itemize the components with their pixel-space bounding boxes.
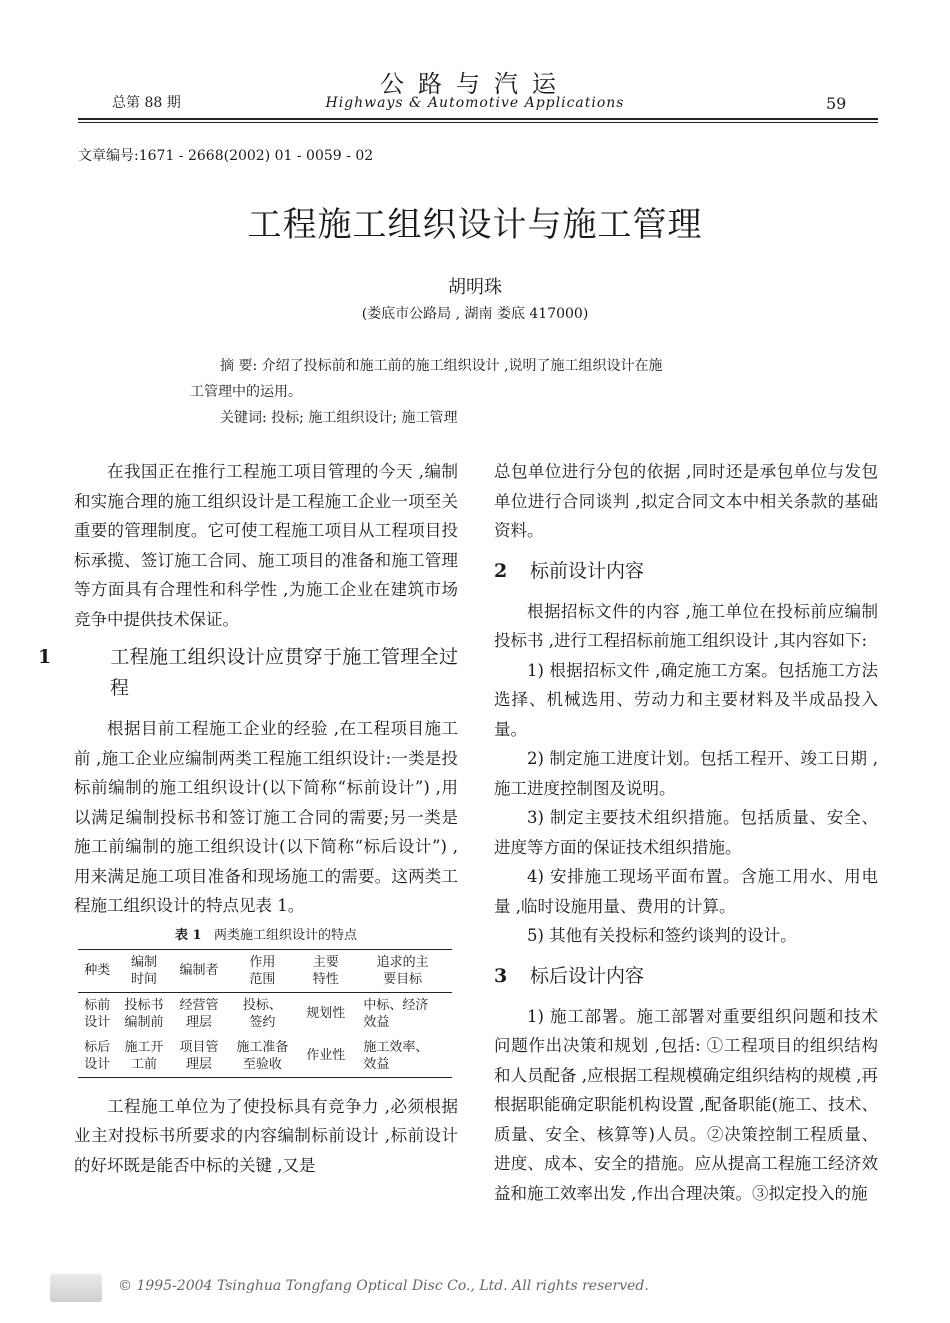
section-2-item-1: 1) 根据招标文件 ,确定施工方案。包括施工方法选择、机械选用、劳动力和主要材料及半成品投入量。 — [494, 660, 878, 739]
section-3-paragraph: 1) 施工部署。施工部署对重要组织问题和技术问题作出决策和规划 ,包括: ①工程项目的组织结构和人员配备 ,应根据工程规模确定组织结构的规模 ,再根据职能确定职能机构设置 ,配备职能(施工、技术、质量、安全、核算等)人员。②决策控制工程质量、进度、成本、安全的措施。应从提高工程施工经济效益和施工效率出发 ,作出合理决策。③拟定投入的施 — [494, 1006, 878, 1203]
section-2-intro: 根据招标文件的内容 ,施工单位在投标前应编制投标书 ,进行工程招标前施工组织设计 ,其内容如下: — [494, 601, 878, 650]
right-column — [494, 457, 878, 1208]
section-1-number: 1 — [38, 646, 52, 668]
table-header-cell: 编制者 — [171, 949, 226, 992]
section-2-item-2: 2) 制定施工进度计划。包括工程开、竣工日期 ,施工进度控制图及说明。 — [494, 749, 878, 798]
article-number: 文章编号:1671 - 2668(2002) 01 - 0059 - 02 — [78, 148, 374, 164]
journal-title-en: Highways & Automotive Applications — [325, 95, 625, 111]
table-row — [78, 1035, 452, 1078]
abstract-line-1: 摘 要: 介绍了投标前和施工前的施工组织设计 ,说明了施工组织设计在施 — [220, 358, 663, 374]
table-header-cell: 作用 范围 — [227, 949, 299, 992]
section-2-item-4: 4) 安排施工现场平面布置。含施工用水、用电量 ,临时设施用量、费用的计算。 — [494, 867, 878, 916]
table-cell: 标后 设计 — [84, 1039, 111, 1072]
affiliation: (娄底市公路局 , 湖南 娄底 417000) — [361, 306, 589, 322]
table-cell: 施工开 工前 — [124, 1039, 164, 1072]
table-cell: 施工准备 至验收 — [236, 1039, 289, 1072]
comparison-table — [78, 949, 452, 1078]
section-3-heading — [494, 961, 878, 992]
section-3-title: 标后设计内容 — [530, 964, 645, 987]
section-3-number: 3 — [494, 964, 508, 987]
issue-number: 总第 88 期 — [112, 95, 181, 111]
abstract — [190, 353, 770, 405]
section-2-heading — [494, 556, 878, 587]
table-cell: 施工效率、 效益 — [363, 1039, 429, 1072]
header-rule-thick — [78, 118, 878, 120]
table-header-cell: 追求的主 要目标 — [353, 949, 452, 992]
continued-paragraph: 总包单位进行分包的依据 ,同时还是承包单位与发包单位进行合同谈判 ,拟定合同文本中相关条款的基础资料。 — [494, 462, 878, 540]
closing-paragraph: 工程施工单位为了使投标具有竞争力 ,必须根据业主对投标书所要求的内容编制标前设计 ,标前设计的好坏既是能否中标的关键 ,又是 — [74, 1096, 458, 1175]
section-1-heading — [38, 642, 458, 704]
article-title: 工程施工组织设计与施工管理 — [247, 205, 703, 245]
copyright-notice: © 1995-2004 Tsinghua Tongfang Optical Disc Co., Ltd. All rights reserved. — [118, 1278, 649, 1294]
table-header-row — [78, 949, 452, 992]
table-header-cell: 编制 时间 — [116, 949, 171, 992]
header-rule-thin — [78, 122, 878, 123]
table-caption-label: 表 1 — [175, 927, 202, 943]
abstract-line-2: 工管理中的运用。 — [190, 384, 302, 400]
table-header-cell: 种类 — [78, 949, 116, 992]
table-caption — [74, 927, 458, 945]
page-number: 59 — [826, 94, 847, 113]
keywords: 关键词: 投标; 施工组织设计; 施工管理 — [220, 410, 458, 426]
table-row — [78, 992, 452, 1035]
table-cell: 投标、 签约 — [242, 997, 282, 1030]
table-cell: 项目管 理层 — [179, 1039, 219, 1072]
cnki-logo-icon — [50, 1274, 102, 1302]
left-column — [38, 457, 458, 1180]
section-1-title: 工程施工组织设计应贯穿于施工管理全过程 — [110, 646, 458, 699]
table-cell: 经营管 理层 — [179, 997, 219, 1030]
table-cell: 中标、经济 效益 — [363, 997, 429, 1030]
intro-paragraph: 在我国正在推行工程施工项目管理的今天 ,编制和实施合理的施工组织设计是工程施工企业一项至关重要的管理制度。它可使工程施工项目从工程项目投标承揽、签订施工合同、施工项目的准备和施工管理等方面具有合理性和科学性 ,为施工企业在建筑市场竞争中提供技术保证。 — [74, 462, 458, 629]
section-2-item-5: 5) 其他有关投标和签约谈判的设计。 — [527, 926, 797, 945]
table-cell: 标前 设计 — [84, 997, 111, 1030]
table-caption-text: 两类施工组织设计的特点 — [213, 927, 357, 943]
author: 胡明珠 — [448, 277, 502, 298]
table-header-cell: 主要 特性 — [298, 949, 353, 992]
journal-title-cn: 公路与汽运 — [380, 70, 570, 98]
table-cell: 作业性 — [306, 1048, 346, 1063]
section-2-title: 标前设计内容 — [530, 559, 645, 582]
table-cell: 投标书 编制前 — [124, 997, 164, 1030]
section-1-paragraph: 根据目前工程施工企业的经验 ,在工程项目施工前 ,施工企业应编制两类工程施工组织设计:一类是投标前编制的施工组织设计(以下简称“标前设计”) ,用以满足编制投标书和签订施工合同的需要;另一类是施工前编制的施工组织设计(以下简称“标后设计”) ,用来满足施工项目准备和现场施工的需要。这两类工程施工组织设计的特点见表 1。 — [74, 719, 458, 915]
table-cell: 规划性 — [306, 1006, 346, 1021]
section-2-item-3: 3) 制定主要技术组织措施。包括质量、安全、进度等方面的保证技术组织措施。 — [494, 808, 878, 857]
section-2-number: 2 — [494, 559, 508, 582]
